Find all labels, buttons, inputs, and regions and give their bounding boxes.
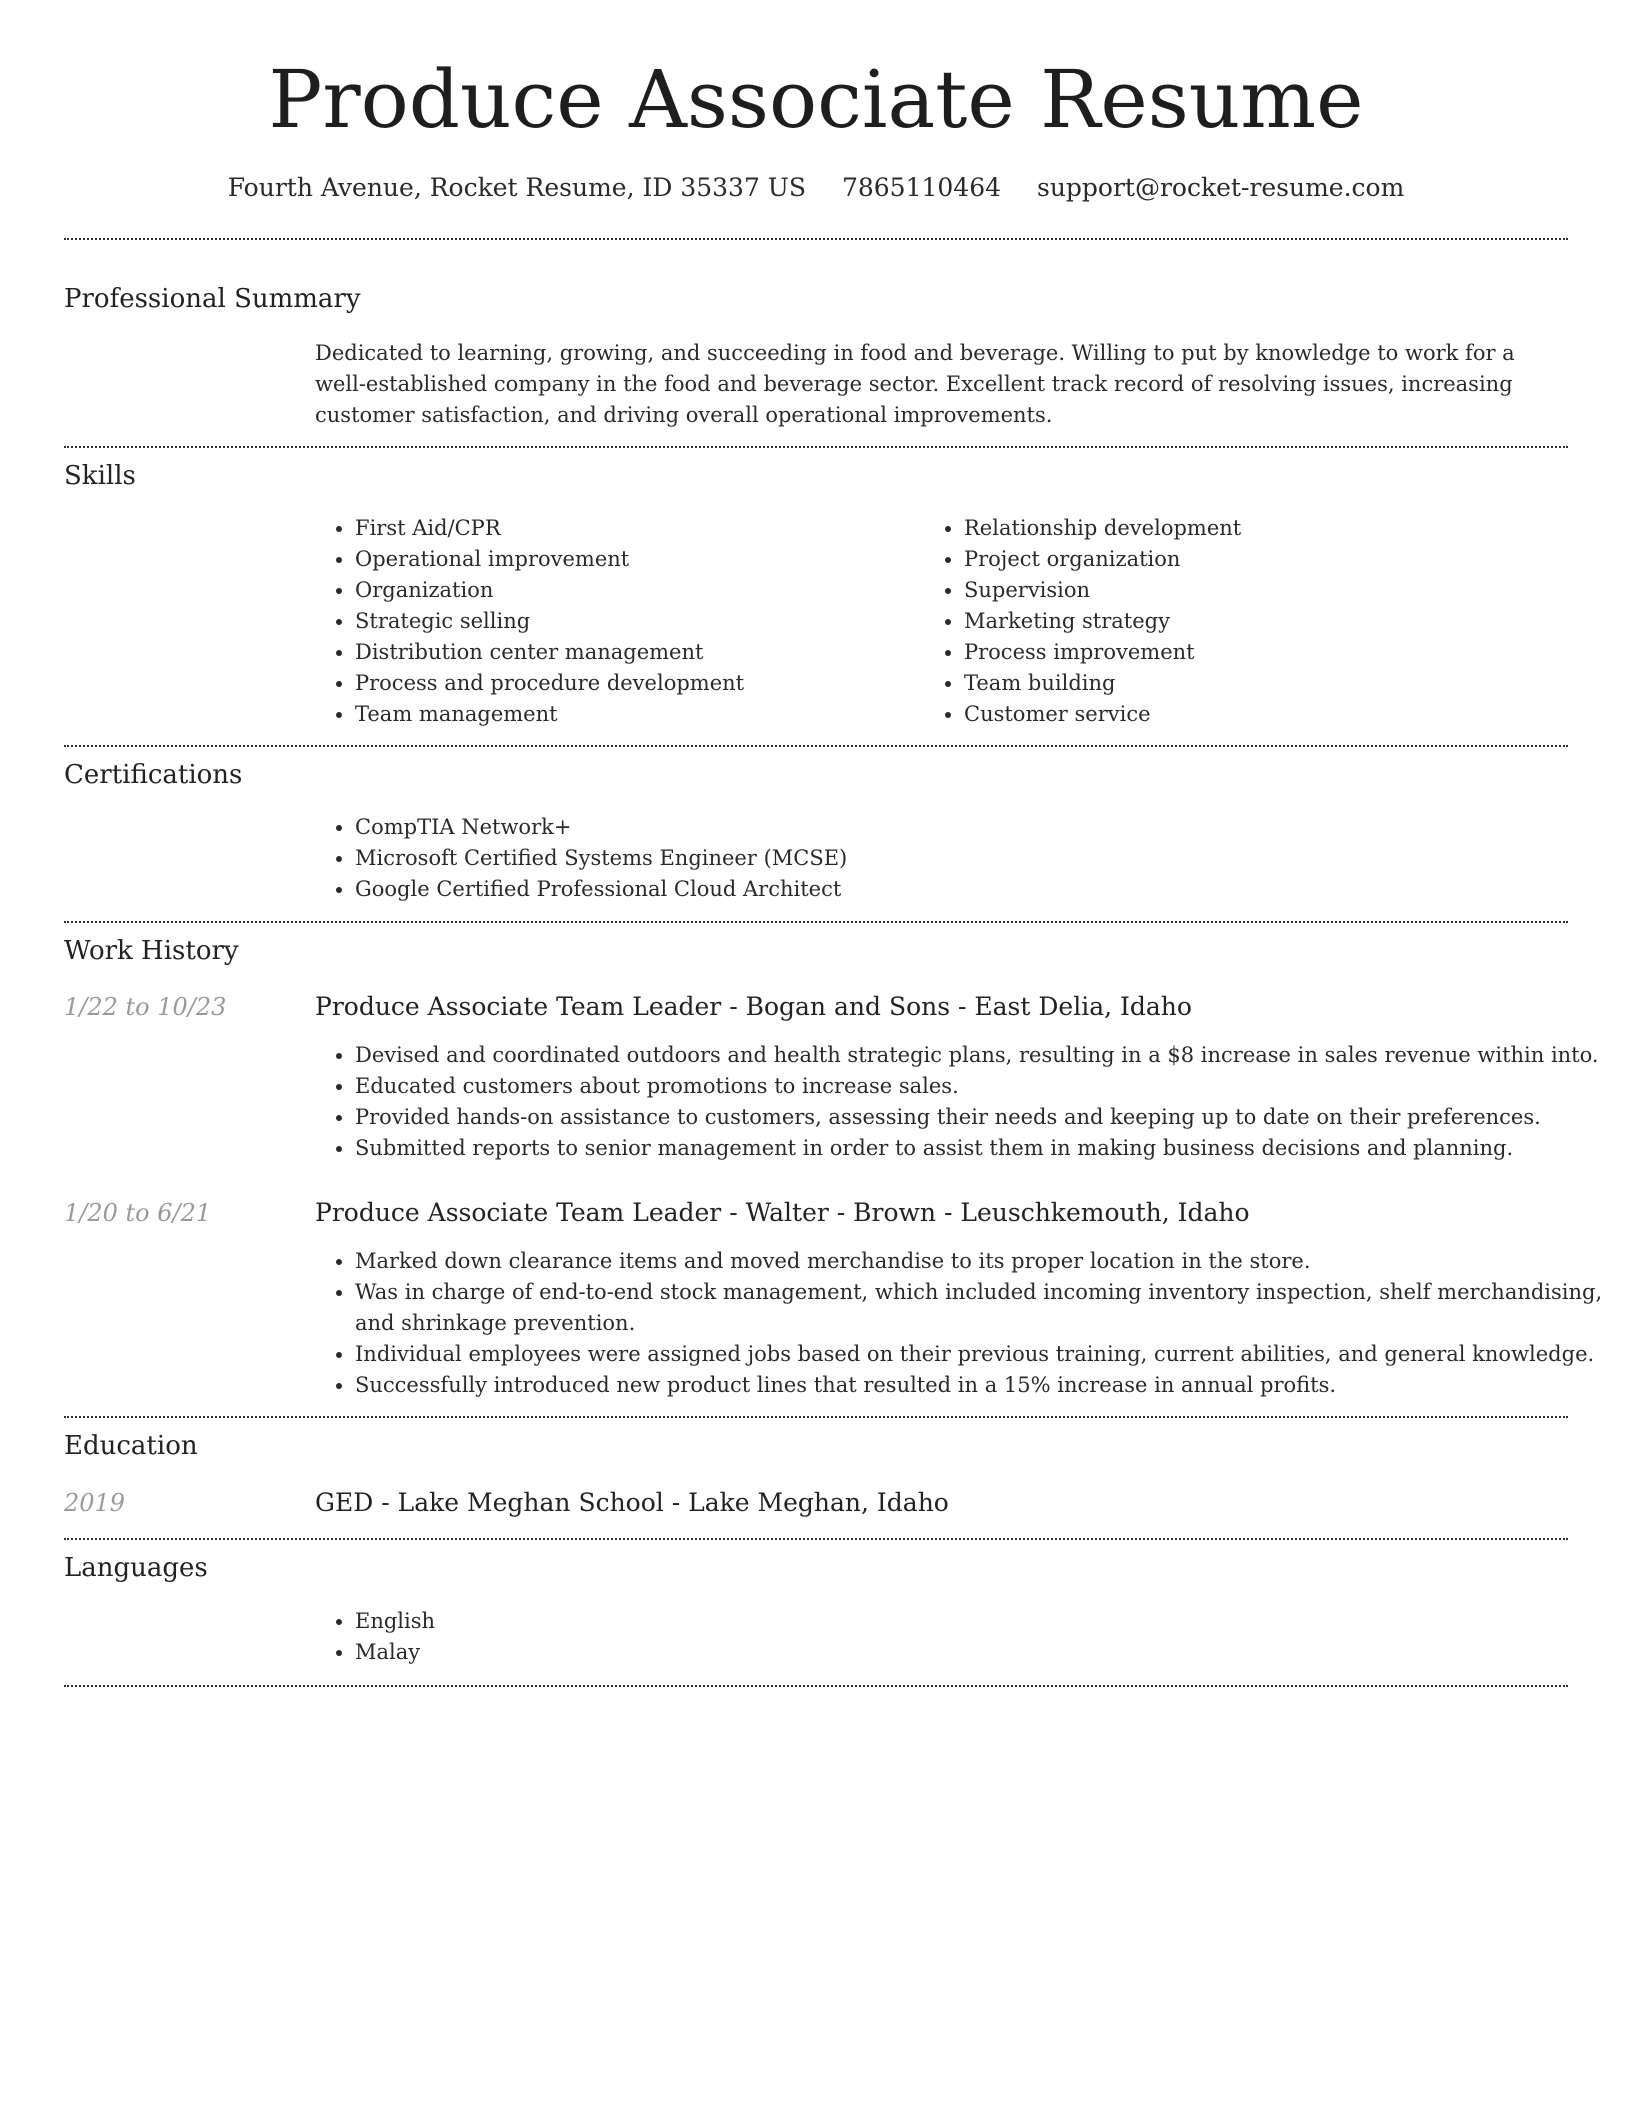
skill-item: • First Aid/CPR: [355, 513, 915, 544]
skill-item: • Operational improvement: [355, 544, 915, 575]
job-title: Produce Associate Team Leader - Bogan and Sons - East Delia, Idaho: [315, 992, 1192, 1021]
work-heading: Work History: [64, 936, 239, 966]
job-bullet: • Provided hands-on assistance to customers, assessing their needs and keeping up to date on their preferences.: [355, 1102, 1632, 1133]
education-entry: GED - Lake Meghan School - Lake Meghan, Idaho: [315, 1488, 949, 1517]
contact-email: support@rocket-resume.com: [1036, 173, 1405, 202]
skill-item: • Process improvement: [964, 637, 1564, 668]
summary-text: Dedicated to learning, growing, and succeeding in food and beverage. Willing to put by knowledge to work for a well-established company in the food and beverage sector. Excellent track record of resolving issues, increasing customer satisfaction, and driving overall operational improvements.: [315, 341, 1515, 427]
skill-item: • Project organization: [964, 544, 1564, 575]
job-bullet: • Submitted reports to senior management in order to assist them in making business decisions and planning.: [355, 1133, 1632, 1164]
language-item: • English: [355, 1606, 955, 1637]
job-bullet: • Was in charge of end-to-end stock management, which included incoming inventory inspection, shelf merchandising, and shrinkage prevention.: [355, 1277, 1605, 1339]
job-bullet: • Individual employees were assigned jobs based on their previous training, current abilities, and general knowledge.: [355, 1339, 1605, 1370]
skills-list-right: [919, 513, 1564, 730]
skill-item: • Organization: [355, 575, 915, 606]
skill-item: • Customer service: [964, 699, 1564, 730]
language-item: • Malay: [355, 1637, 955, 1668]
divider: [64, 1416, 1568, 1418]
certifications-list: [310, 812, 1555, 905]
languages-list: [310, 1606, 955, 1668]
job-bullets: [310, 1040, 1632, 1164]
skill-item: • Distribution center management: [355, 637, 915, 668]
skill-item: • Team building: [964, 668, 1564, 699]
education-heading: Education: [64, 1431, 198, 1461]
divider: [64, 446, 1568, 448]
certification-item: • Microsoft Certified Systems Engineer (MCSE): [355, 843, 1555, 874]
job-bullet: • Marked down clearance items and moved merchandise to its proper location in the store.: [355, 1246, 1605, 1277]
skills-heading: Skills: [64, 461, 136, 491]
contact-address: Fourth Avenue, Rocket Resume, ID 35337 US: [227, 173, 807, 202]
resume-title: Produce Associate Resume: [268, 53, 1364, 146]
job-dates: 1/20 to 6/21: [64, 1199, 212, 1227]
summary-heading: Professional Summary: [64, 284, 361, 314]
job-bullet: • Devised and coordinated outdoors and health strategic plans, resulting in a $8 increase in sales revenue within into.: [355, 1040, 1632, 1071]
job-bullet: • Successfully introduced new product lines that resulted in a 15% increase in annual profits.: [355, 1370, 1605, 1401]
education-year: 2019: [64, 1489, 126, 1517]
job-dates: 1/22 to 10/23: [64, 993, 227, 1021]
skill-item: • Relationship development: [964, 513, 1564, 544]
skills-list-left: [310, 513, 915, 730]
contact-line: [0, 172, 1632, 204]
certification-item: • CompTIA Network+: [355, 812, 1555, 843]
skill-item: • Team management: [355, 699, 915, 730]
skill-item: • Strategic selling: [355, 606, 915, 637]
certification-item: • Google Certified Professional Cloud Architect: [355, 874, 1555, 905]
divider: [64, 1685, 1568, 1687]
skill-item: • Marketing strategy: [964, 606, 1564, 637]
skill-item: • Process and procedure development: [355, 668, 915, 699]
job-bullet: • Educated customers about promotions to increase sales.: [355, 1071, 1632, 1102]
job-title: Produce Associate Team Leader - Walter - Brown - Leuschkemouth, Idaho: [315, 1198, 1250, 1227]
contact-phone: 7865110464: [841, 173, 1002, 202]
divider: [64, 1538, 1568, 1540]
certifications-heading: Certifications: [64, 760, 243, 790]
divider: [64, 921, 1568, 923]
divider: [64, 238, 1568, 240]
skill-item: • Supervision: [964, 575, 1564, 606]
languages-heading: Languages: [64, 1553, 208, 1583]
divider: [64, 745, 1568, 747]
job-bullets: [310, 1246, 1605, 1401]
